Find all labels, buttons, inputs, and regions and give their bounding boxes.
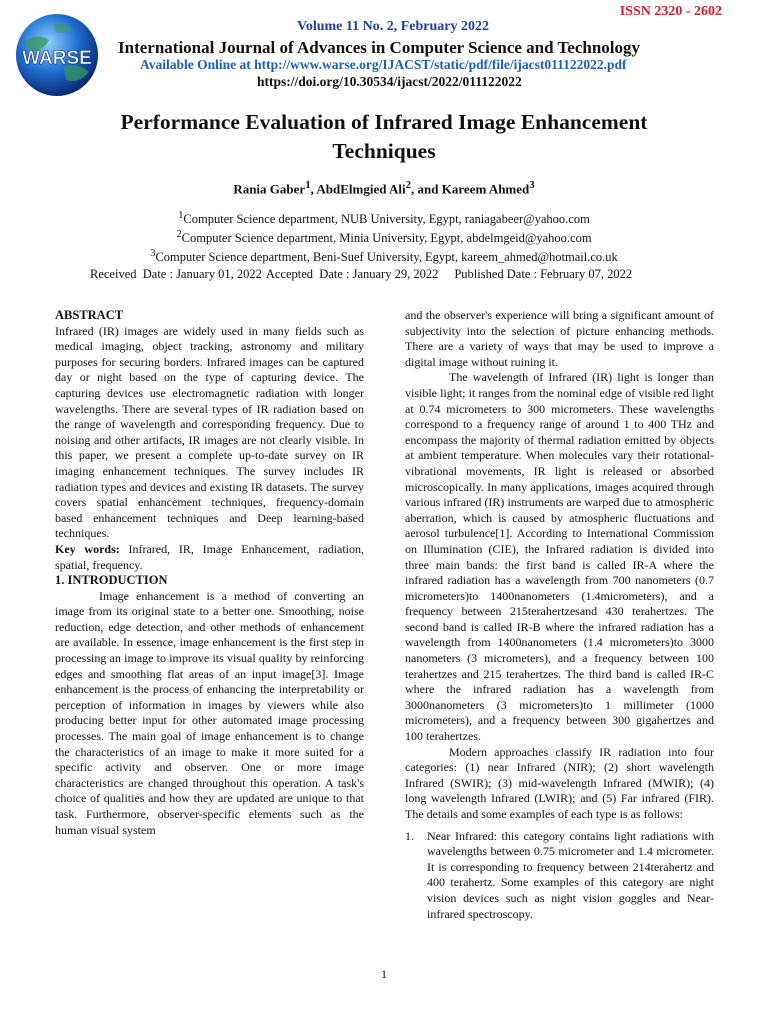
keywords-label: Key words: xyxy=(55,541,120,556)
affiliation-text: Computer Science department, Beni-Suef University, Egypt, kareem_ahmed@hotmail.co.uk xyxy=(155,250,618,265)
author-2-sup: 2 xyxy=(405,179,412,191)
author-1-sup: 1 xyxy=(305,179,311,191)
affiliation-text: Computer Science department, Minia University, Egypt, abdelmgeid@yahoo.com xyxy=(181,231,592,246)
title-line-2: Techniques xyxy=(332,139,436,163)
author-1: Rania Gaber xyxy=(233,181,306,197)
published-date: Published Date : February 07, 2022 xyxy=(454,267,633,281)
affiliation-2 xyxy=(0,227,768,246)
available-online-link[interactable]: Available Online at http://www.warse.org/IJACST/static/pdf/file/ijacst011122022.pdf xyxy=(140,57,627,72)
right-para-1: and the observer's experience will bring a significant amount of subjectivity into the selection of picture enhancing methods. There are a variety of ways that may be used to improve a digital image without ruining it. xyxy=(405,308,714,369)
right-column xyxy=(405,308,714,922)
received-date: Received Date : January 01, 2022 xyxy=(90,267,262,281)
affiliation-1 xyxy=(0,208,768,227)
affiliation-sup: 3 xyxy=(150,248,156,260)
issn: ISSN 2320 - 2602 xyxy=(619,4,722,19)
keywords-text: Infrared, IR, Image Enhancement, radiation, spatial, frequency. xyxy=(55,541,364,572)
affiliation-sup: 1 xyxy=(178,210,184,221)
accepted-date: Accepted Date : January 29, 2022 xyxy=(265,267,439,281)
list-item-text: Near Infrared: this category contains light radiations with wavelengths between 0.75 micrometer and 1.4 micrometer. It is corresponding to frequency between 214terahertz and 400 terahertz. Some examples of this category are night vision devices such as night vision goggles and Near-infrared spectroscopy. xyxy=(427,828,714,921)
list-item-number: 1. xyxy=(405,828,414,843)
affiliation-text: Computer Science department, NUB University, Egypt, raniagabeer@yahoo.com xyxy=(183,212,590,227)
paper-title xyxy=(60,108,708,166)
right-para-2: The wavelength of Infrared (IR) light is longer than visible light; it ranges from the nominal edge of visible red light at 0.74 micrometers to 300 micrometers. These wavelengths correspond to a frequency range of around 1 to 400 THz and encompass the majority of thermal radiation emitted by objects at ambient temperature. When molecules vary their rotational-vibrational movements, IR light is released or absorbed microscopically. In many applications, images acquired through various infrared (IR) instruments are warped due to atmospheric aberration, which is caused by atmospheric fluctuations and aerosol turbulence[1]. According to International Commission on Illumination (CIE), the Infrared radiation is divided into three main bands: the first band is called IR-A where the infrared radiation has a wavelength from 700 nanometers (0.7 micrometers)to 1400nanometers (1.4micrometers), and a frequency between 215terahertzesand 430 terahertzes. The second band is called IR-B where the infrared radiation has a wavelength from 1400nanometers (1.4 micrometers)to 3000 nanometers (3 micrometers), and a frequency between 100 terahertzes and 215 terahertzes. The third band is called IR-C where the infrared radiation has a wavelength from 3000nanometers (3 micrometers)to 1 millimeter (1000 micrometers), and a frequency between 300 gigahertzes and 100 terahertzes. xyxy=(405,370,714,744)
affiliations xyxy=(0,208,768,265)
intro-text: Image enhancement is a method of converting an image from its original state to a better one. Smoothing, noise reduction, edge detection, and other methods of enhancement are available. In essence, image enhancement is the first step in processing an image to improve its visual quality by reinforcing edges and smoothing flat areas of an input image[3]. Image enhancement is the process of enhancing the interpretability or perception of information in images by viewers while also producing better input for other automated image processing processes. The main goal of image enhancement is to change the characteristics of an image to make it more suited for a specific activity and observer. One or more image characteristics are changed throughout this operation. A task's choice of qualities and how they are updated are unique to that task. Furthermore, observer-specific elements such as the human visual system xyxy=(55,588,364,837)
abstract-heading: ABSTRACT xyxy=(55,308,124,322)
left-column xyxy=(55,308,364,838)
author-3: Kareem Ahmed xyxy=(441,181,530,197)
abstract-text: Infrared (IR) images are widely used in many fields such as medical imaging, object tracking, astronomy and military purposes for securing borders. Infrared images can be captured day or night based on the type of capturing device. The capturing devices use electromagnetic radiation with longer wavelengths. There are several types of IR radiation based on the range of wavelength and corresponding frequency. Due to noising and other artifacts, IR images are not clearly visible. In this paper, we present a complete up-to-date survey on IR imaging enhancement techniques. The survey includes IR radiation types and devices and existing IR datasets. The survey covers spatial enhancement techniques, frequency-domain based enhancement techniques and Deep learning-based techniques. xyxy=(55,323,364,541)
journal-name: International Journal of Advances in Computer Science and Technology xyxy=(118,38,641,57)
list-item xyxy=(405,829,714,923)
intro-heading: 1. INTRODUCTION xyxy=(55,573,168,588)
author-3-sup: 3 xyxy=(529,179,535,191)
doi-link[interactable]: https://doi.org/10.30534/ijacst/2022/011122022 xyxy=(257,74,522,89)
authors xyxy=(0,179,768,197)
author-sep: , and xyxy=(411,181,442,197)
ir-types-list xyxy=(405,829,714,923)
volume-line: Volume 11 No. 2, February 2022 xyxy=(297,19,489,34)
logo-text: WARSE xyxy=(22,48,92,69)
title-line-1: Performance Evaluation of Infrared Image Enhancement xyxy=(120,110,648,134)
right-para-3: Modern approaches classify IR radiation into four categories: (1) near Infrared (NIR); (2) short wavelength Infrared (SWIR); (3) mid-wavelength Infrared (MWIR); (4) long wavelength Infrared (LWIR); and (5) Far infrared (FIR). The details and some examples of each type is as follows: xyxy=(405,744,714,821)
affiliation-3 xyxy=(0,246,768,265)
page-number: 1 xyxy=(381,967,387,981)
dates-line xyxy=(90,267,636,282)
keywords xyxy=(55,542,364,573)
author-2: AbdElmgied Ali xyxy=(316,181,406,197)
affiliation-sup: 2 xyxy=(176,229,182,241)
author-sep: , xyxy=(310,181,317,197)
